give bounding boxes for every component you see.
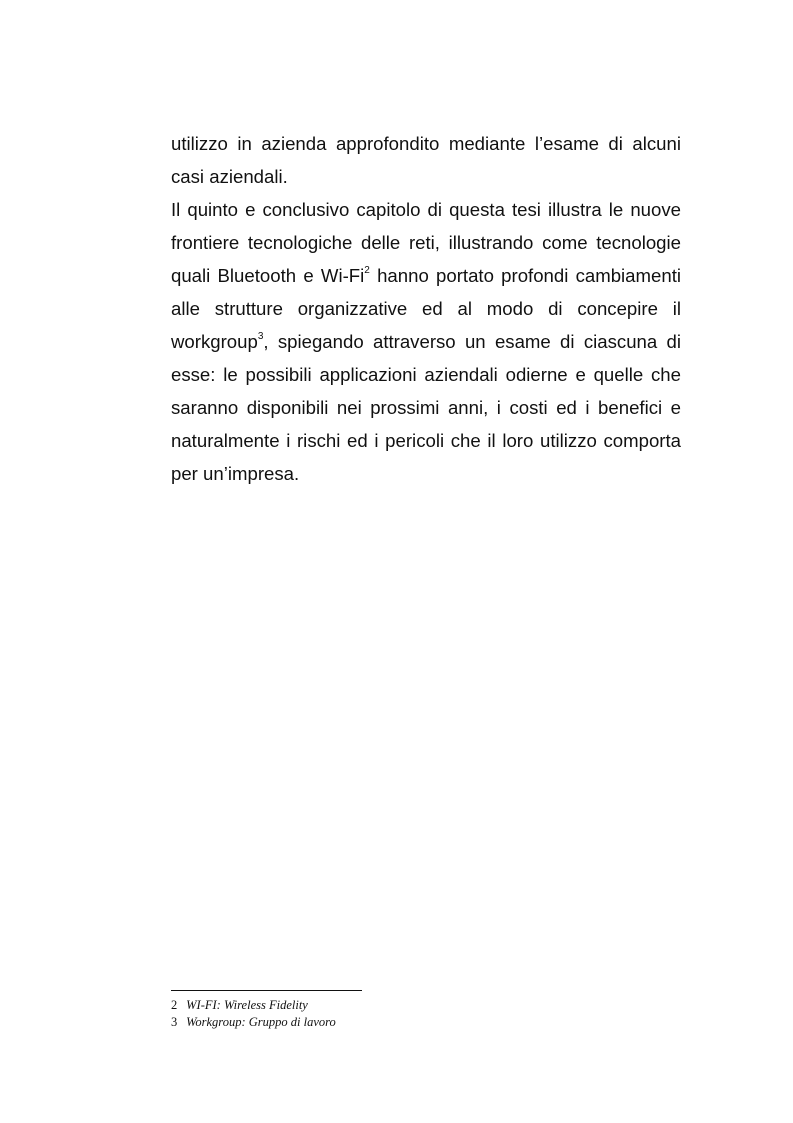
footnote-number: 3	[171, 1015, 178, 1029]
footnote-ref-3[interactable]: 3	[257, 330, 264, 342]
footnote-text: WI-FI: Wireless Fidelity	[186, 998, 308, 1012]
footnote-ref-2[interactable]: 2	[364, 264, 370, 276]
text-line: naturalmente i rischi ed i pericoli che il loro utilizzo comporta	[171, 430, 681, 451]
text-fragment: hanno portato profondi cambiamenti	[369, 265, 681, 286]
text-fragment: workgroup	[171, 331, 258, 352]
text-line-with-footnote-ref	[171, 325, 681, 358]
text-line: casi aziendali.	[171, 166, 288, 187]
text-line: frontiere tecnologiche delle reti, illustrando come tecnologie	[171, 232, 681, 253]
footnote-2	[171, 997, 571, 1014]
text-line: esse: le possibili applicazioni aziendali odierne e quelle che	[171, 364, 681, 385]
text-line: saranno disponibili nei prossimi anni, i costi ed i benefici e	[171, 397, 681, 418]
footnote-number: 2	[171, 998, 178, 1012]
footnote-divider	[171, 990, 362, 991]
paragraph-intro	[171, 127, 681, 193]
text-line: utilizzo in azienda approfondito mediante l’esame di alcuni	[171, 133, 681, 154]
text-line: alle strutture organizzative ed al modo di concepire il	[171, 298, 681, 319]
text-line: Il quinto e conclusivo capitolo di questa tesi illustra le nuove	[171, 199, 681, 220]
body-text	[171, 127, 681, 490]
footnote-text: Workgroup: Gruppo di lavoro	[186, 1015, 336, 1029]
text-fragment: , spiegando attraverso un esame di ciascuna di	[263, 331, 681, 352]
paragraph-chapter-five	[171, 193, 681, 490]
footnote-3	[171, 1014, 571, 1031]
text-line: per un’impresa.	[171, 463, 300, 484]
text-fragment: quali Bluetooth e Wi-Fi	[171, 265, 365, 286]
footnotes	[171, 997, 571, 1031]
text-line-with-footnote-ref	[171, 259, 681, 292]
